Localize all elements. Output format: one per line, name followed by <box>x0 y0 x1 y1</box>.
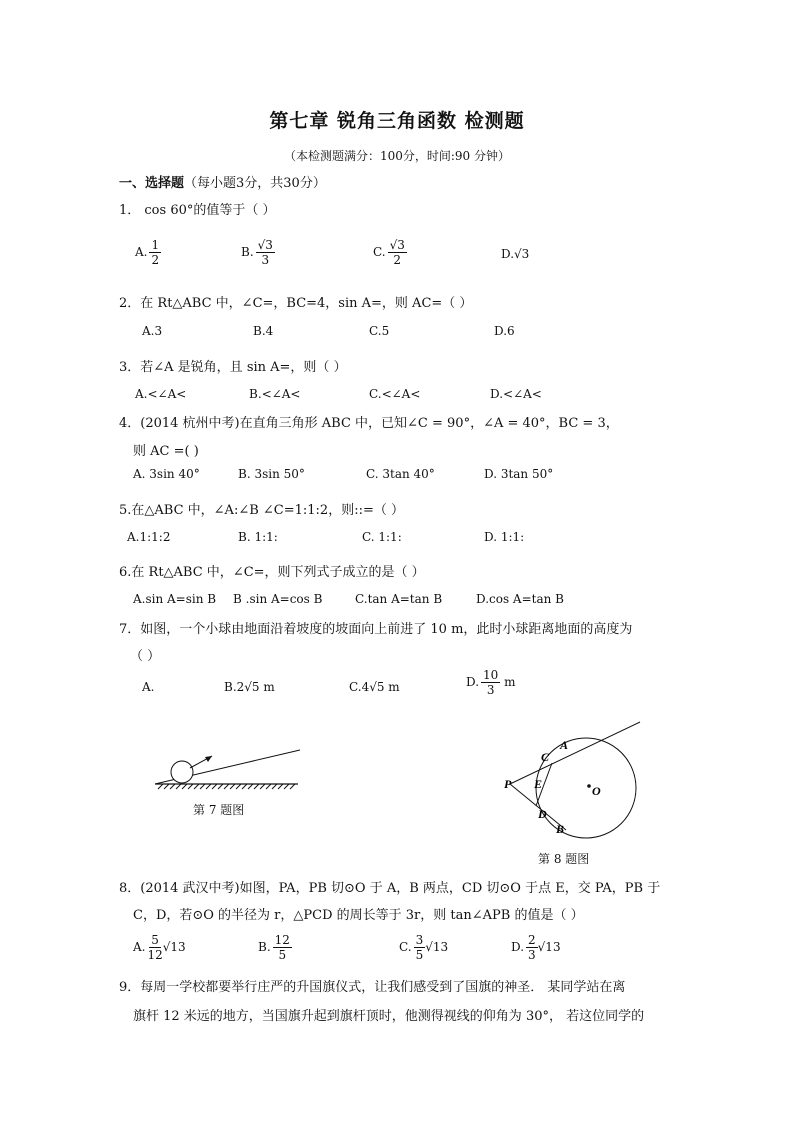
ground-hatch <box>158 784 295 789</box>
q8-c-prefix: C. <box>399 940 412 954</box>
q8-d-num: 2 <box>528 933 536 947</box>
q7-d-num: 10 <box>483 668 499 682</box>
q1-c-fraction <box>388 238 407 267</box>
page-title: 第七章 锐角三角函数 检测题 <box>269 110 525 132</box>
section-heading <box>119 172 326 191</box>
circle-o <box>536 738 636 838</box>
label-c: C <box>541 750 550 764</box>
q8-c-den: 5 <box>415 948 424 962</box>
q6-option-b: B .sin A=cos B <box>233 592 323 606</box>
q1-stem: 1． cos 60°的值等于（ ） <box>119 203 276 218</box>
q8-a-prefix: A. <box>133 940 146 954</box>
q8-b-prefix: B. <box>258 940 271 954</box>
q8-a-num: 5 <box>151 933 159 947</box>
q5-stem: 5.在△ABC 中，∠A:∠B ∠C=1:1:2，则::=（ ） <box>119 503 404 518</box>
q1-a-num: 1 <box>151 238 160 252</box>
q8-b-fraction <box>273 933 292 962</box>
q7-d-unit: m <box>504 675 516 689</box>
center-dot <box>587 784 591 788</box>
q1-b-fraction <box>256 238 275 267</box>
q3-option-a: A.<∠A< <box>135 387 187 401</box>
label-p: P <box>504 777 512 791</box>
q8-c-fraction <box>414 933 426 962</box>
q6-option-c: C.tan A=tan B <box>355 592 443 606</box>
q8-d-prefix: D. <box>511 940 525 954</box>
q4-stem: 4．(2014 杭州中考)在直角三角形 ABC 中，已知∠C = 90°，∠A = 40°，BC = 3， <box>119 416 619 431</box>
tangent-pa <box>510 722 640 784</box>
q2-option-d: D.6 <box>494 324 515 338</box>
q1-option-a <box>135 238 161 267</box>
q2-option-c: C.5 <box>369 324 390 338</box>
label-d: D <box>538 807 547 821</box>
q1-option-b <box>241 238 275 267</box>
section-label: 一、选择题 <box>119 176 185 191</box>
q1-b-num: √3 <box>257 238 273 252</box>
ball <box>171 761 193 783</box>
q6-stem: 6.在 Rt△ABC 中，∠C=，则下列式子成立的是（ ） <box>119 565 425 580</box>
q8-c-radical: √13 <box>425 940 449 954</box>
figure-7-slope <box>150 742 305 794</box>
label-a: A <box>560 738 569 752</box>
q8-b-den: 5 <box>278 948 287 962</box>
q7-stem: 7．如图，一个小球由地面沿着坡度的坡面向上前进了 10 m，此时小球距离地面的高度为 <box>119 622 633 637</box>
q2-option-a: A.3 <box>142 324 163 338</box>
q5-option-c: C. 1:1: <box>362 530 402 544</box>
q1-c-num: √3 <box>389 238 405 252</box>
q7-d-den: 3 <box>486 683 495 697</box>
q1-option-c <box>373 238 407 267</box>
q7-option-c: C.4√5 m <box>349 680 400 694</box>
page-subtitle: （本检测题满分：100分，时间:90 分钟） <box>283 149 511 163</box>
q5-option-d: D. 1:1: <box>484 530 525 544</box>
q7-stem-cont: （ ） <box>130 649 161 664</box>
q5-option-b: B. 1:1: <box>238 530 278 544</box>
q7-option-d <box>466 668 516 697</box>
label-o: O <box>592 784 601 798</box>
q1-b-prefix: B. <box>241 245 254 259</box>
q1-c-den: 2 <box>393 253 402 267</box>
q3-option-b: B.<∠A< <box>249 387 301 401</box>
figure-8-caption: 第 8 题图 <box>538 852 590 866</box>
q4-option-a: A. 3sin 40° <box>133 467 200 481</box>
q8-a-radical: √13 <box>162 940 186 954</box>
q7-option-b: B.2√5 m <box>224 680 275 694</box>
q8-c-num: 3 <box>415 933 424 947</box>
q8-d-den: 3 <box>528 948 536 962</box>
q8-stem-cont: C，D，若⊙O 的半径为 r，△PCD 的周长等于 3r，则 tan∠APB 的值是（ ） <box>133 908 584 923</box>
q4-stem-cont: 则 AC =( ) <box>133 444 199 459</box>
label-e: E <box>534 777 543 791</box>
q3-option-c: C.<∠A< <box>369 387 421 401</box>
q8-d-radical: √13 <box>537 940 561 954</box>
q1-b-den: 3 <box>261 253 270 267</box>
q3-option-d: D.<∠A< <box>490 387 542 401</box>
q1-a-den: 2 <box>151 253 160 267</box>
q8-d-fraction <box>526 933 538 962</box>
q1-option-d: D.√3 <box>501 247 530 261</box>
q7-d-prefix: D. <box>466 675 480 689</box>
q8-a-den: 12 <box>147 948 163 962</box>
q6-option-a: A.sin A=sin B <box>133 592 217 606</box>
q8-option-d <box>511 933 561 962</box>
q8-a-fraction <box>147 933 162 962</box>
section-note: （每小题3分，共30分） <box>184 176 326 191</box>
q2-stem: 2．在 Rt△ABC 中，∠C=，BC=4，sin A=，则 AC=（ ） <box>119 296 473 311</box>
q7-option-a: A. <box>142 680 155 694</box>
q5-option-a: A.1:1:2 <box>127 530 171 544</box>
figure-8-tangents <box>500 720 650 842</box>
q4-option-d: D. 3tan 50° <box>484 467 554 481</box>
q6-option-d: D.cos A=tan B <box>476 592 564 606</box>
q7-d-fraction <box>481 668 500 697</box>
q9-line-1: 9．每周一学校都要举行庄严的升国旗仪式，让我们感受到了国旗的神圣． 某同学站在离 <box>119 980 626 995</box>
q8-option-c <box>399 933 448 962</box>
label-b: B <box>556 822 565 836</box>
q1-a-prefix: A. <box>135 245 148 259</box>
q2-option-b: B.4 <box>253 324 274 338</box>
q8-stem: 8．(2014 武汉中考)如图，PA，PB 切⊙O 于 A，B 两点，CD 切⊙O 于点 E，交 PA，PB 于 <box>119 881 661 896</box>
q1-a-fraction <box>149 238 161 267</box>
q1-c-prefix: C. <box>373 245 386 259</box>
q4-option-c: C. 3tan 40° <box>366 467 435 481</box>
q8-option-b <box>258 933 292 962</box>
q3-stem: 3．若∠A 是锐角，且 sin A=，则（ ） <box>119 360 347 375</box>
q9-line-2: 旗杆 12 米远的地方，当国旗升起到旗杆顶时，他测得视线的仰角为 30°， 若这位同学的 <box>133 1009 645 1024</box>
figure-7-caption: 第 7 题图 <box>193 803 245 817</box>
q8-option-a <box>133 933 186 962</box>
q4-option-b: B. 3sin 50° <box>238 467 305 481</box>
q8-b-num: 12 <box>274 933 290 947</box>
